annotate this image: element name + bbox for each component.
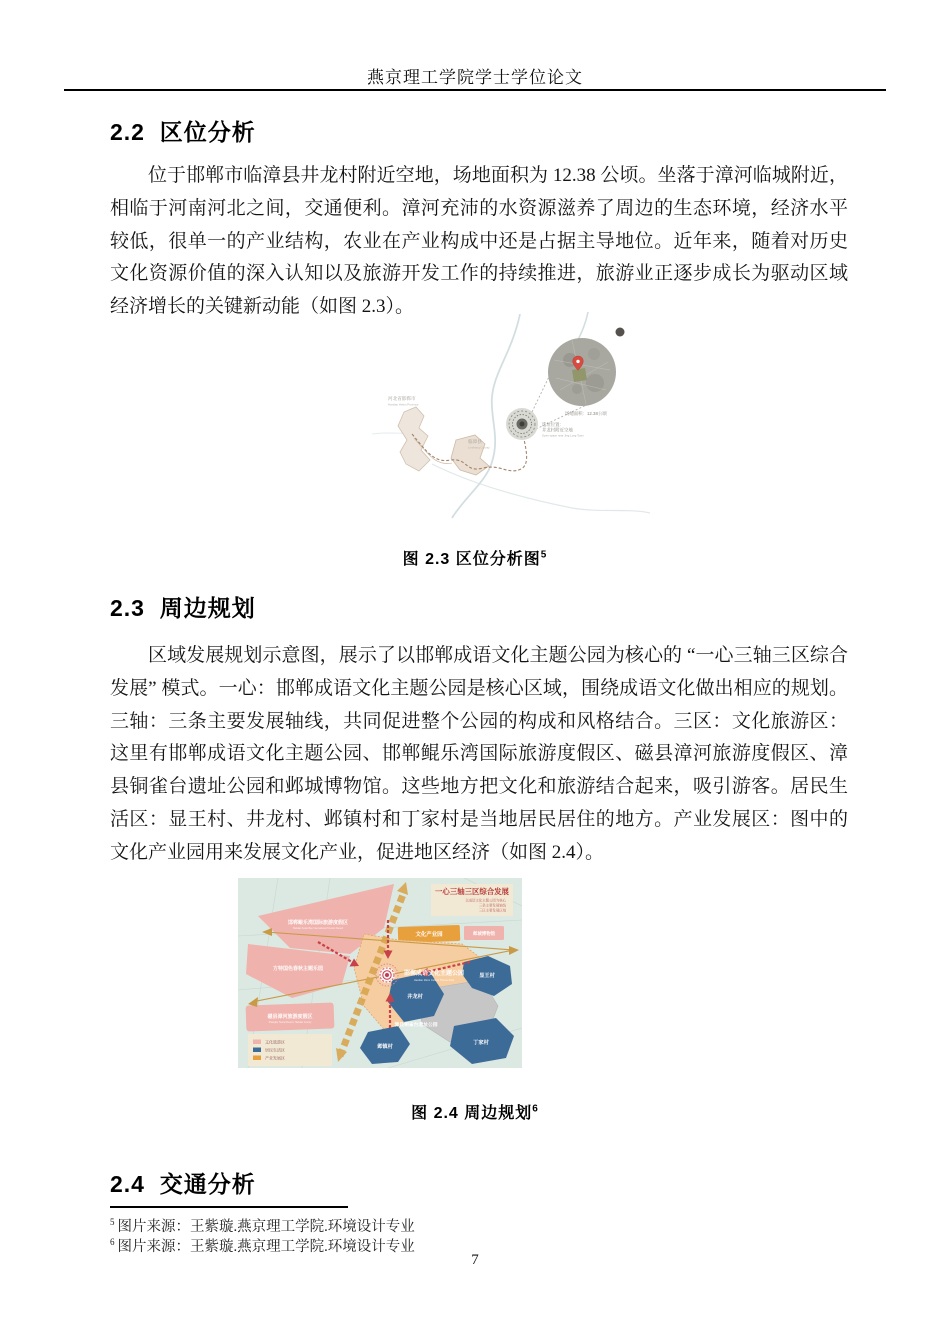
compass-dot-icon	[616, 328, 625, 337]
paragraph-surrounding-planning: 区域发展规划示意图，展示了以邯郸成语文化主题公园为核心的 “一心三轴三区综合发展” 模式。一心：邯郸成语文化主题公园是核心区域，围绕成语文化做出相应的规划。三轴：三条主要发展轴线，共同促进整个公园的构成和风格结合。三区：文化旅游区： 这里有邯郸成语文化主题公园、邯郸鲲乐湾国际旅游度假区、磁县漳河旅游度假区、漳县铜雀台遗址公园和邺城博物馆。这些地方把文化和旅游结合起来，吸引游客。居民生活区：显王村、井龙村、邺镇村和丁家村是当地居民居住的地方。产业发展区：图中的文化产业园用来发展文化产业，促进地区经济（如图 2.4）。	[110, 645, 848, 863]
label-theme-park-en: Handan Idiom Culture Theme Park	[413, 979, 455, 982]
section-number: 2.2	[110, 119, 145, 145]
footnote-number: 6	[110, 1237, 115, 1247]
section-heading-2-4	[110, 1166, 256, 1199]
caption-footnote-ref: 6	[532, 1103, 539, 1115]
label-tongquetai: 漳县铜雀台遗址公园	[394, 1023, 438, 1028]
map-title: 一心三轴三区综合发展	[435, 887, 509, 896]
legend-swatch-residential	[253, 1048, 261, 1053]
planning-map-svg	[238, 878, 522, 1068]
location-value-label: 井龙村附近空地	[542, 427, 573, 433]
section-heading-2-2	[110, 114, 256, 147]
paragraph-location-analysis: 位于邯郸市临漳县井龙村附近空地，场地面积为 12.38 公顷。坐落于漳河临城附近，相临于河南河北之间，交通便利。漳河充沛的水资源滋养了周边的生态环境，经济水平较低，很单一的产业结构，农业在产业构成中还是占据主导地位。近年来，随着对历史文化资源价值的深入认知以及旅游开发工作的持续推进，旅游业正逐步成长为驱动区域经济增长的关键新动能（如图 2.3）。	[110, 165, 848, 318]
county-label-en: Linzhang County	[468, 445, 490, 450]
figure-2-3-caption	[0, 546, 950, 569]
label-zhanghe-en: Zhanghe Tourist Resort, Handan County	[268, 1021, 312, 1024]
label-industry-park: 文化产业园	[415, 932, 443, 938]
legend-swatch-tourism	[253, 1040, 261, 1045]
page-header-title: 燕京理工学院学士学位论文	[367, 68, 583, 87]
caption-text: 图 2.3 区位分析图	[402, 551, 541, 568]
location-title-label: 选址位置：	[542, 422, 564, 427]
figure-2-4-caption	[0, 1100, 950, 1123]
section-title: 周边规划	[159, 595, 256, 621]
label-xianwang: 显王村	[479, 973, 495, 979]
location-map-svg	[372, 312, 660, 526]
map-subtitle-1: 以成语文化主题公园为核心	[465, 898, 506, 903]
legend-label-tourism: 文化旅游区	[265, 1039, 285, 1045]
figure-2-4-planning-map	[238, 878, 522, 1068]
footnote-number: 5	[110, 1217, 115, 1227]
label-zhanghe: 磁县漳河旅游度假区	[267, 1014, 313, 1020]
label-dingjia: 丁家村	[473, 1040, 489, 1046]
page-number: 7	[471, 1252, 479, 1268]
figure-2-3-location-map	[372, 312, 660, 526]
label-kunlewan: 邯郸鲲乐湾国际旅游度假区	[287, 920, 349, 926]
legend-label-industry: 产业发展区	[265, 1055, 285, 1061]
map-title-box	[431, 884, 513, 916]
map-subtitle-2: 三条主要发展轴线	[478, 903, 506, 908]
section-number: 2.3	[110, 595, 145, 621]
satellite-view-circle	[548, 338, 616, 406]
legend-label-residential: 居民生活区	[265, 1047, 285, 1053]
site-area-label: 场地面积：12.38公顷	[565, 411, 607, 416]
label-fantawild: 方特国色春秋主题乐园	[272, 966, 324, 972]
caption-footnote-ref: 5	[540, 549, 548, 561]
label-kunlewan-en: Handan Kunle Bay International Tourism Resort	[292, 927, 344, 930]
province-outline	[398, 407, 430, 471]
section-title: 交通分析	[159, 1171, 256, 1197]
footnote-text: 图片来源：王紫璇.燕京理工学院.环境设计专业	[117, 1238, 415, 1255]
label-jinglong: 井龙村	[407, 994, 423, 1000]
footnote-text: 图片来源：王紫璇.燕京理工学院.环境设计专业	[117, 1218, 415, 1235]
caption-text: 图 2.4 周边规划	[411, 1105, 533, 1122]
province-label-en: Handan Hebei Province	[388, 402, 419, 407]
header-divider	[64, 89, 886, 91]
section-heading-2-3	[110, 590, 256, 623]
footnote-divider	[110, 1206, 348, 1208]
map-legend	[248, 1034, 332, 1066]
legend-swatch-industry	[253, 1056, 261, 1061]
label-yecheng-museum: 邺城博物馆	[473, 931, 495, 936]
map-subtitle-3: 三区主要发展区域	[478, 908, 506, 913]
site-marker-circle	[506, 408, 538, 440]
section-title: 区位分析	[159, 119, 256, 145]
label-yezhen: 邺镇村	[377, 1044, 393, 1050]
province-label: 河北省邯郸市	[388, 396, 416, 401]
label-theme-park: 邯郸成语文化主题公园	[403, 971, 465, 977]
county-label: 临漳县	[468, 439, 482, 444]
site-patch	[572, 368, 587, 382]
location-en-label: Open space near Jing Long Town	[542, 433, 584, 438]
section-number: 2.4	[110, 1171, 145, 1197]
